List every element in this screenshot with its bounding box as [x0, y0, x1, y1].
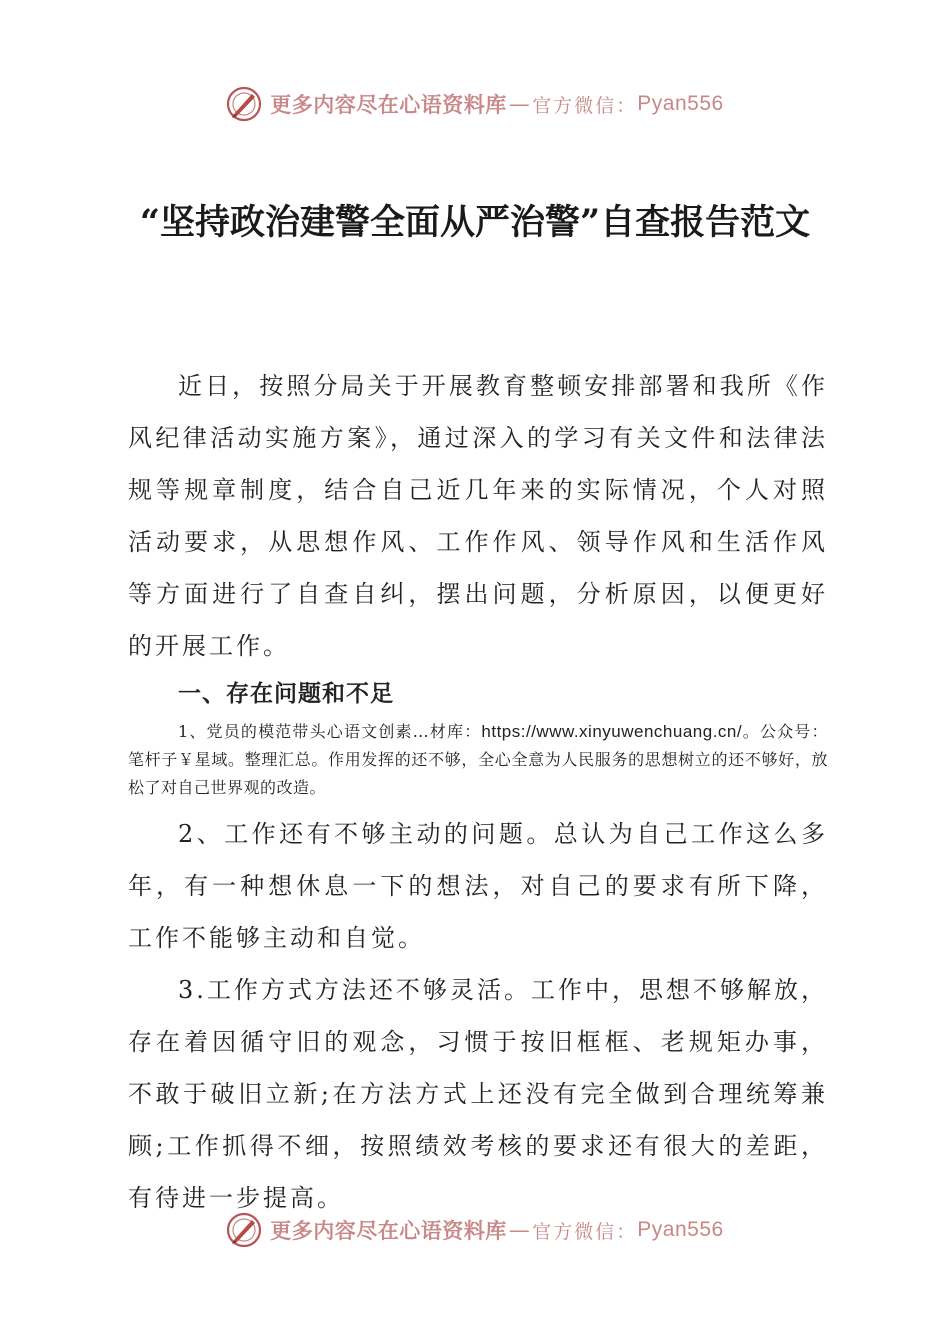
- watermark-text: [270, 89, 723, 119]
- pen-logo-icon: [226, 86, 262, 122]
- document-body: [128, 360, 828, 1224]
- item-1-paragraph: [128, 718, 828, 802]
- watermark-dash: —: [508, 92, 531, 116]
- section-heading: 一、存在问题和不足: [178, 681, 394, 707]
- watermark-label: 官方微信：: [532, 94, 638, 117]
- watermark-wechat-id: Pyan556: [637, 1218, 724, 1241]
- document-title: “坚持政治建警全面从严治警”自查报告范文: [139, 202, 811, 243]
- item-1-prefix: 1、党员的模范带头心语文创素…材库：: [178, 722, 482, 741]
- watermark-text: [270, 1215, 723, 1245]
- item-2-paragraph: 2、工作还有不够主动的问题。总认为自己工作这么多年，有一种想休息一下的想法，对自己的要求有所下降，工作不能够主动和自觉。: [128, 820, 828, 952]
- watermark-label: 官方微信：: [532, 1220, 638, 1243]
- header-watermark: [0, 82, 950, 126]
- watermark-dash: —: [508, 1218, 531, 1242]
- item-1-url: https://www.xinyuwenchuang.cn/: [481, 722, 743, 741]
- pen-logo-icon: [226, 1212, 262, 1248]
- item-1-suffix: 。公众号：笔杆子￥星域。整理汇总。作用发挥的还不够，全心全意为人民服务的思想树立的还不够好，放松了对自己世界观的改造。: [128, 722, 828, 797]
- watermark-site: 更多内容尽在心语资料库: [270, 92, 507, 117]
- intro-paragraph: 近日，按照分局关于开展教育整顿安排部署和我所《作风纪律活动实施方案》，通过深入的学习有关文件和法律法规等规章制度，结合自己近几年来的实际情况，个人对照活动要求，从思想作风、工作作风、领导作风和生活作风等方面进行了自查自纠，摆出问题，分析原因，以便更好的开展工作。: [128, 372, 828, 660]
- watermark-wechat-id: Pyan556: [637, 92, 724, 115]
- item-3-paragraph: 3.工作方式方法还不够灵活。工作中，思想不够解放，存在着因循守旧的观念，习惯于按旧框框、老规矩办事，不敢于破旧立新;在方法方式上还没有完全做到合理统筹兼顾;工作抓得不细，按照绩效考核的要求还有很大的差距，有待进一步提高。: [128, 976, 828, 1212]
- footer-watermark: [0, 1208, 950, 1252]
- watermark-site: 更多内容尽在心语资料库: [270, 1218, 507, 1243]
